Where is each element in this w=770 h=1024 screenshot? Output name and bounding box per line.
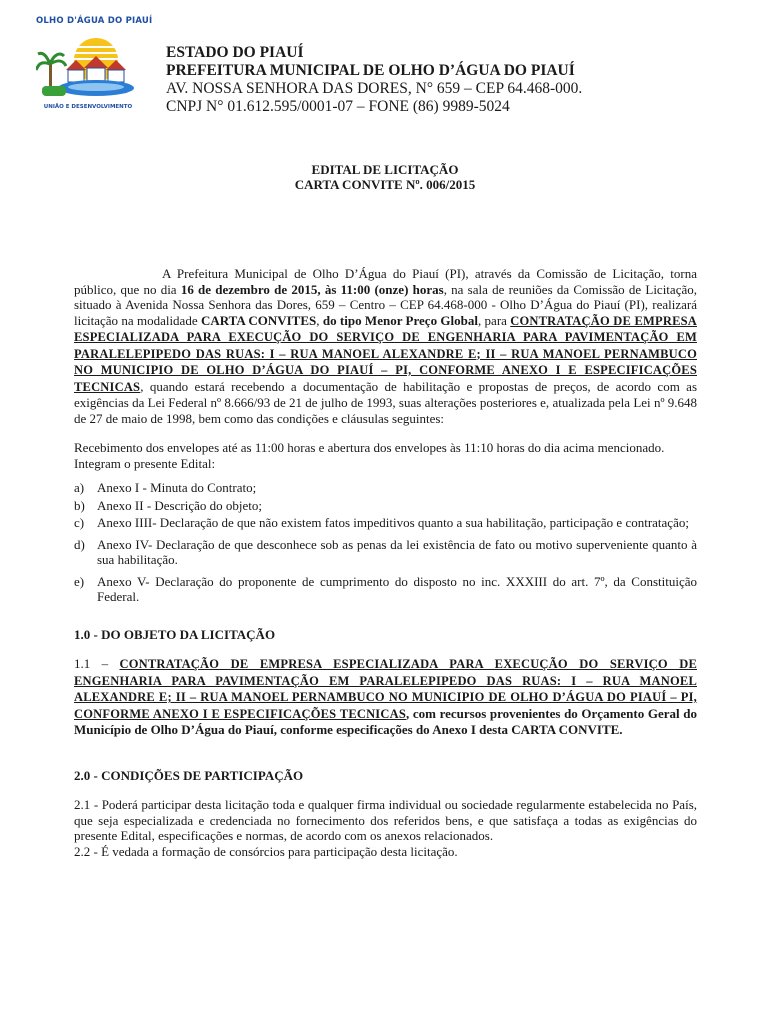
intro-object: CONTRATAÇÃO DE EMPRESA ESPECIALIZADA PARA EXECUÇÃO DO SERVIÇO DE ENGENHARIA PARA PAVIMENTAÇÃO EM PARALELEPIPEDO DAS RUAS: I – RUA MANOEL ALEXANDRE E; II – RUA MANOEL PERNAMBUCO NO MUNICIPIO DE OLHO D’ÁGUA DO PIAUÍ – PI, CONFORME ANEXO I E ESPECIFICAÇÕES TECNICAS (74, 313, 697, 394)
section-2-title: 2.0 - CONDIÇÕES DE PARTICIPAÇÃO (74, 767, 304, 783)
list-item-letter: b) (74, 497, 85, 513)
list-item-letter: d) (74, 536, 85, 552)
header-address: AV. NOSSA SENHORA DAS DORES, N° 659 – CEP 64.468-000. (166, 80, 583, 97)
section-1-rest: , com recursos provenientes do Orçamento Geral do Município de Olho D’Água do Piauí, conforme especificações do Anexo I desta CARTA CONVITE. (74, 705, 697, 737)
section-1-title: 1.0 - DO OBJETO DA LICITAÇÃO (74, 626, 276, 642)
section-1-object: CONTRATAÇÃO DE EMPRESA ESPECIALIZADA PARA EXECUÇÃO DO SERVIÇO DE ENGENHARIA PARA PAVIMENTAÇÃO EM PARALELEPIPEDO DAS RUAS: I – RUA MANOEL ALEXANDRE E; II – RUA MANOEL PERNAMBUCO NO MUNICIPIO DE OLHO D’ÁGUA DO PIAUÍ – PI, CONFORME ANEXO I E ESPECIFICAÇÕES TECNICAS (74, 657, 697, 721)
section-1-paragraph (74, 656, 697, 738)
intro-text-1: A Prefeitura Municipal de Olho D’Água do Piauí (PI), através da Comissão de Licitação, torna público, que no dia (74, 266, 697, 297)
list-item (74, 574, 697, 605)
list-item-letter: e) (74, 573, 85, 589)
receipt-text: Recebimento dos envelopes até as 11:00 horas e abertura dos envelopes às 11:10 horas do dia acima mencionado. (74, 440, 665, 455)
list-item-text: Anexo V- Declaração do proponente de cumprimento do disposto no inc. XXXIII do art. 7º, da Constituição Federal. (97, 573, 697, 604)
list-item-letter: c) (74, 515, 85, 530)
section-2-paragraph-1: 2.1 - Poderá participar desta licitação toda e qualquer firma individual ou sociedade regularmente estabelecida no País, que seja especializada e credenciada no fornecimento dos referidos bens, e que satisfaça a todas as exigências do presente Edital, especificações e normas, de acordo com os anexos relacionados. (74, 797, 697, 843)
list-item-text: Anexo II - Descrição do objeto; (97, 497, 262, 513)
list-item-text: Anexo IIII- Declaração de que não existem fatos impeditivos quanto a sua habilitação, participação e contratação; (97, 515, 689, 530)
title-carta-convite: CARTA CONVITE Nº. 006/2015 (294, 177, 476, 192)
logo-motto: UNIÃO E DESENVOLVIMENTO (43, 104, 133, 110)
list-item-letter: a) (74, 480, 85, 495)
logo-caption: OLHO D'ÁGUA DO PIAUÍ (36, 16, 153, 26)
header-state: ESTADO DO PIAUÍ (166, 44, 304, 61)
letterhead (166, 44, 582, 116)
document-body (74, 266, 697, 859)
municipality-logo (36, 16, 153, 114)
intro-text-4: , para (477, 312, 511, 328)
section-1-number: 1.1 – (74, 656, 120, 671)
list-item (74, 537, 697, 568)
list-item-text: Anexo IV- Declaração de que desconhece sob as penas da lei existência de fato ou motivo superveniente quanto à sua habilitação. (97, 536, 697, 567)
list-item-text: Anexo I - Minuta do Contrato; (97, 480, 257, 495)
header-prefecture: PREFEITURA MUNICIPAL DE OLHO D’ÁGUA DO PIAUÍ (166, 62, 575, 79)
intro-text-3: , (316, 312, 323, 328)
document-title (0, 162, 770, 192)
section-2-paragraph-2: 2.2 - É vedada a formação de consórcios para participação desta licitação. (74, 843, 458, 859)
intro-date: 16 de dezembro de 2015, às 11:00 (onze) horas (180, 281, 444, 297)
list-item (74, 515, 697, 531)
intro-modality: CARTA CONVITES (200, 312, 317, 328)
intro-text-2: , na sala de reuniões da Comissão de Licitação, situado à Avenida Nossa Senhora das Dores, 659 – Centro – CEP 64.468-000 - Olho D’Água do Piauí (PI), realizará licitação na modalidade (74, 281, 697, 328)
annex-list (74, 480, 697, 605)
intro-text-5: , quando estará recebendo a documentação de habilitação e propostas de preços, de acordo com as exigências da Lei Federal nº 8.666/93 de 21 de julho de 1993, suas alterações posteriores e, atualizada pela Lei nº 9.648 de 27 de maio de 1998, bem como das condições e cláusulas seguintes: (74, 378, 697, 426)
intro-paragraph (74, 266, 697, 426)
list-item (74, 480, 697, 496)
annex-intro: Integram o presente Edital: (74, 455, 216, 471)
header-cnpj: CNPJ N° 01.612.595/0001-07 – FONE (86) 9989-5024 (166, 98, 510, 115)
intro-type: do tipo Menor Preço Global (322, 312, 478, 328)
title-edital: EDITAL DE LICITAÇÃO (311, 162, 459, 177)
logo-emblem-icon (36, 26, 140, 104)
list-item (74, 498, 697, 514)
